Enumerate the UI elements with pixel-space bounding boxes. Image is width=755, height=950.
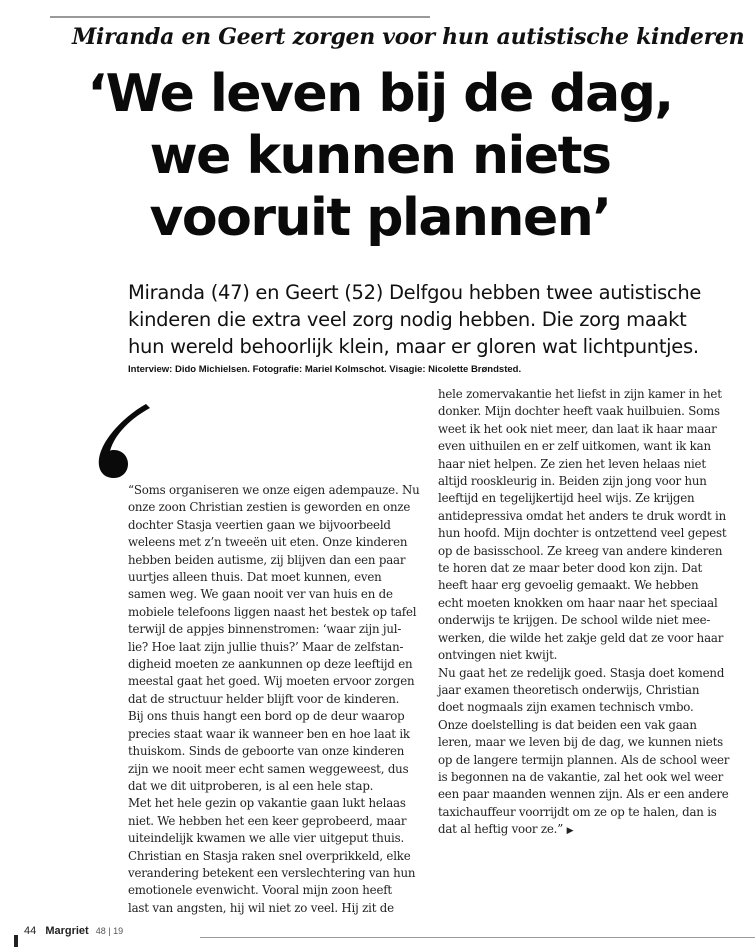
article-line: uiteindelijk kwamen we alle vier uitgeput thuis. <box>128 831 405 846</box>
issue-number: 48 | 19 <box>95 926 124 936</box>
article-line: emotionele evenwicht. Vooral mijn zoon heeft <box>128 883 392 898</box>
magazine-brand: Margriet <box>45 925 89 937</box>
article-line: even uithuilen en er zelf uitkomen, want ik kan <box>438 439 711 454</box>
intro-paragraph <box>128 279 728 360</box>
article-line: thuiskom. Sinds de geboorte van onze kinderen <box>128 744 405 759</box>
article-line: echt moeten knokken om haar naar het speciaal <box>438 595 718 610</box>
article-last-line <box>438 821 738 840</box>
credits: Interview: Dido Michielsen. Fotografie: Mariel Kolmschot. Visagie: Nicolette Brøndsted. <box>128 364 522 375</box>
article-line: een paar maanden wennen zijn. Als er een andere <box>438 787 729 802</box>
article-line: leeftijd en tegelijkertijd heel wijs. Ze krijgen <box>438 491 695 506</box>
article-line: last van angsten, hij wil niet zo veel. Hij zit de <box>128 900 394 915</box>
article-line: lie? Hoe laat zijn jullie thuis?’ Maar de zelfstan- <box>128 639 404 654</box>
headline <box>40 63 720 249</box>
article-line: heeft haar erg gevoelig gemaakt. We hebben <box>438 578 699 593</box>
headline-line: ‘We leven bij de dag, <box>87 64 673 124</box>
article-line: ontvingen niet kwijt. <box>438 648 558 663</box>
article-line: antidepressiva omdat het anders te druk wordt in <box>438 508 727 523</box>
article-line: mobiele telefoons liggen naast het bestek op tafel <box>128 604 417 619</box>
article-line: dochter Stasja veertien gaan we bijvoorbeeld <box>128 517 391 532</box>
article-line: hebben beiden autisme, zij blijven dan een paar <box>128 552 406 567</box>
bottom-left-mark <box>14 935 18 947</box>
kicker: Miranda en Geert zorgen voor hun autistische kinderen <box>72 24 745 50</box>
intro-line: hun wereld behoorlijk klein, maar er gloren wat lichtpuntjes. <box>128 335 699 358</box>
article-column-left <box>128 482 420 917</box>
article-line: Met het hele gezin op vakantie gaan lukt helaas <box>128 796 406 811</box>
article-line: hele zomervakantie het liefst in zijn kamer in het <box>438 387 722 401</box>
article-line: donker. Mijn dochter heeft vaak huilbuien. Soms <box>438 404 720 419</box>
article-line: leren, maar we leven bij de dag, we kunnen niets <box>438 735 723 750</box>
article-line: samen weg. We gaan nooit ver van huis en de <box>128 587 393 602</box>
intro-line: kinderen die extra veel zorg nodig hebben. Die zorg maakt <box>128 308 687 331</box>
article-line: op de langere termijn plannen. Als de school weer <box>438 752 730 767</box>
article-line: uurtjes alleen thuis. Dat moet kunnen, even <box>128 570 382 585</box>
article-line: werken, die wilde het zakje geld dat ze voor haar <box>438 630 724 645</box>
page-footer <box>24 925 123 937</box>
article-line: op de basisschool. Ze kreeg van andere kinderen <box>438 543 723 558</box>
intro-line: Miranda (47) en Geert (52) Delfgou hebben twee autistische <box>128 281 702 304</box>
end-of-article-icon: ▶ <box>566 826 574 837</box>
headline-line: vooruit plannen’ <box>149 188 611 248</box>
top-rule <box>50 16 430 18</box>
opening-quote-icon <box>88 402 158 482</box>
article-line: jaar examen theoretisch onderwijs, Christian <box>438 682 700 697</box>
article-line: terwijl de appjes binnenstromen: ‘waar zijn jul- <box>128 622 402 637</box>
article-line: taxichauffeur voorrijdt om ze op te halen, dan is <box>438 804 717 819</box>
article-line: Onze doelstelling is dat beiden een vak gaan <box>438 717 697 732</box>
article-line: hun hoofd. Mijn dochter is ontzettend veel gepest <box>438 526 727 541</box>
article-line: verandering betekent een verslechtering van hun <box>128 865 416 880</box>
article-line: weet ik het ook niet meer, dan laat ik haar maar <box>438 421 717 436</box>
article-line: onze zoon Christian zestien is geworden en onze <box>128 500 411 515</box>
article-line: precies staat waar ik wanneer ben en hoe laat ik <box>128 726 410 741</box>
article-line: te horen dat ze maar beter dood kon zijn. Dat <box>438 561 703 576</box>
article-line: niet. We hebben het een keer geprobeerd, maar <box>128 813 407 828</box>
headline-line: we kunnen niets <box>149 126 611 186</box>
article-line: altijd rooskleurig in. Beiden zijn jong voor hun <box>438 474 707 489</box>
article-line: dat al heftig voor ze.” <box>438 822 564 837</box>
bottom-rule <box>200 937 755 938</box>
article-line: Christian en Stasja raken snel overprikkeld, elke <box>128 848 411 863</box>
article-line: “Soms organiseren we onze eigen adempauze. Nu <box>128 483 420 497</box>
article-line: zijn we nooit meer echt samen weggeweest, dus <box>128 761 409 776</box>
article-line: weleens met z’n tweeën uit eten. Onze kinderen <box>128 535 408 550</box>
article-line: doet nogmaals zijn examen technisch vmbo. <box>438 700 694 715</box>
article-line: Nu gaat het ze redelijk goed. Stasja doet komend <box>438 665 725 680</box>
article-line: digheid moeten ze aankunnen op deze leeftijd en <box>128 657 413 672</box>
article-line: is begonnen na de vakantie, zal het ook wel weer <box>438 769 724 784</box>
article-line: haar niet helpen. Ze zien het leven helaas niet <box>438 456 706 471</box>
article-line: meestal gaat het goed. Wij moeten ervoor zorgen <box>128 674 415 689</box>
article-line: onderwijs te krijgen. De school wilde niet mee- <box>438 613 711 628</box>
article-line: dat de structuur helder blijft voor de kinderen. <box>128 691 400 706</box>
article-line: Bij ons thuis hangt een bord op de deur waarop <box>128 709 405 724</box>
article-line: dat we dit uitproberen, is al een hele stap. <box>128 778 374 793</box>
article-column-right <box>438 386 738 841</box>
page-number: 44 <box>24 925 37 937</box>
